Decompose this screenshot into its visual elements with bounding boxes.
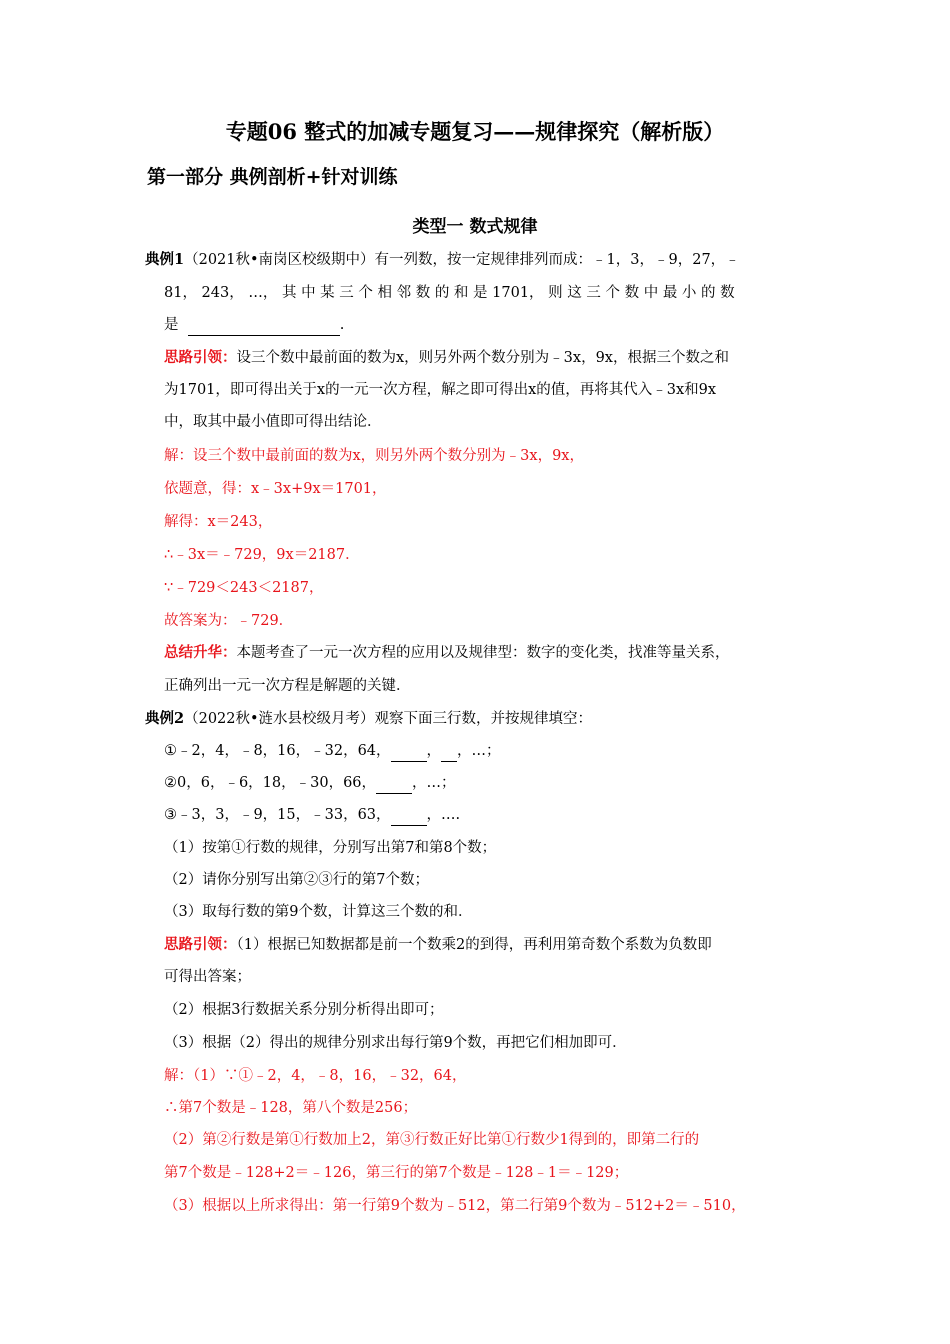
example1-line3-suffix: .: [339, 317, 345, 333]
example2-question-text: （2022秋•涟水县校级月考）观察下面三行数，并按规律填空：: [184, 711, 593, 727]
example2-solution-line: 第7个数是﹣128+2＝﹣126，第三行的第7个数是﹣128﹣1＝﹣129；: [164, 1165, 629, 1181]
example1-solution-line: ∵﹣729＜243＜2187，: [164, 580, 324, 596]
summary-label: 总结升华：: [164, 644, 237, 661]
example2-hint-line4: （3）根据（2）得出的规律分别求出每行第9个数，再把它们相加即可．: [164, 1035, 627, 1051]
example1-hint-line3: 中，取其中最小值即可得出结论．: [164, 414, 382, 430]
row1-blank1: [391, 741, 427, 762]
example2-line1: [145, 709, 592, 729]
row3-tail: ，….: [426, 807, 461, 823]
example1-line3: [164, 315, 344, 336]
row1-blank2: [441, 741, 457, 762]
hint-label: 思路引领：: [164, 936, 237, 953]
example1-summary-line1: [164, 643, 730, 663]
example1-solution-line: 解：设三个数中最前面的数为x，则另外两个数分别为﹣3x，9x，: [164, 448, 584, 464]
example2-solution-line: （3）根据以上所求得出：第一行第9个数为﹣512，第二行第9个数为﹣512+2＝﹣510，: [164, 1198, 746, 1214]
example2-solution-line: 解：（1）∵①﹣2，4，﹣8，16，﹣32，64，: [164, 1068, 467, 1084]
example2-hint-text1: （1）根据已知数据都是前一个数乘2的到得，再利用第奇数个系数为负数即: [236, 937, 712, 953]
example2-solution-line: （2）第②行数是第①行数加上2，第③行数正好比第①行数少1得到的，即第二行的: [164, 1132, 700, 1148]
example2-question: （1）按第①行数的规律，分别写出第7和第8个数；: [164, 840, 497, 856]
example2-row3: [164, 805, 460, 826]
row1-separator: ，: [426, 743, 442, 759]
row2-text: ②0，6，﹣6，18，﹣30，66，: [164, 775, 377, 791]
example1-hint-text1: 设三个数中最前面的数为x，则另外两个数分别为﹣3x，9x，根据三个数之和: [236, 350, 729, 366]
example1-line3-prefix: 是: [164, 317, 179, 333]
example2-question: （2）请你分别写出第②③行的第7个数；: [164, 872, 429, 888]
example1-hint-line2: 为1701，即可得出关于x的一元一次方程，解之即可得出x的值，再将其代入﹣3x和9x: [164, 382, 717, 398]
example1-solution-line: 解得：x＝243，: [164, 514, 273, 530]
document-title: 专题06 整式的加减专题复习——规律探究（解析版）: [225, 119, 725, 144]
example2-hint-line1: [164, 935, 712, 955]
example2-solution-line: ∴第7个数是﹣128，第八个数是256；: [164, 1100, 418, 1116]
row3-blank: [391, 805, 427, 826]
section-heading: 类型一 数式规律: [412, 217, 538, 237]
example1-solution-line: 故答案为：﹣729．: [164, 613, 294, 629]
example1-label: 典例1: [145, 251, 185, 268]
example1-solution-line: ∴﹣3x＝﹣729，9x＝2187．: [164, 547, 360, 563]
example1-line1: [145, 250, 740, 270]
hint-label: 思路引领：: [164, 349, 237, 366]
example2-label: 典例2: [145, 710, 185, 727]
example1-line2: 81， 243， …， 其 中 某 三 个 相 邻 数 的 和 是 1701， 则 这 三 个 数 中 最 小 的 数: [164, 285, 735, 301]
row2-tail: ，…；: [412, 775, 456, 791]
example2-row2: [164, 773, 456, 794]
example2-question: （3）取每行数的第9个数，计算这三个数的和．: [164, 904, 473, 920]
row2-blank: [376, 773, 412, 794]
example2-hint-line2: 可得出答案；: [164, 969, 251, 985]
answer-blank: [188, 315, 340, 336]
row1-tail: ，…；: [457, 743, 501, 759]
example2-row1: [164, 741, 501, 762]
example2-hint-line3: （2）根据3行数据关系分别分析得出即可；: [164, 1002, 444, 1018]
part-heading: 第一部分 典例剖析+针对训练: [147, 166, 398, 188]
example1-summary-line2: 正确列出一元一次方程是解题的关键．: [164, 678, 411, 694]
row1-text: ①﹣2，4，﹣8，16，﹣32，64，: [164, 743, 391, 759]
example1-hint-line1: [164, 348, 729, 368]
example1-solution-line: 依题意，得：x﹣3x+9x＝1701，: [164, 481, 387, 497]
example1-question-text: （2021秋•南岗区校级期中）有一列数，按一定规律排列而成：﹣1，3，﹣9，27，﹣: [184, 252, 740, 268]
example1-summary-text1: 本题考查了一元一次方程的应用以及规律型：数字的变化类，找准等量关系，: [236, 645, 730, 661]
row3-text: ③﹣3，3，﹣9，15，﹣33，63，: [164, 807, 391, 823]
